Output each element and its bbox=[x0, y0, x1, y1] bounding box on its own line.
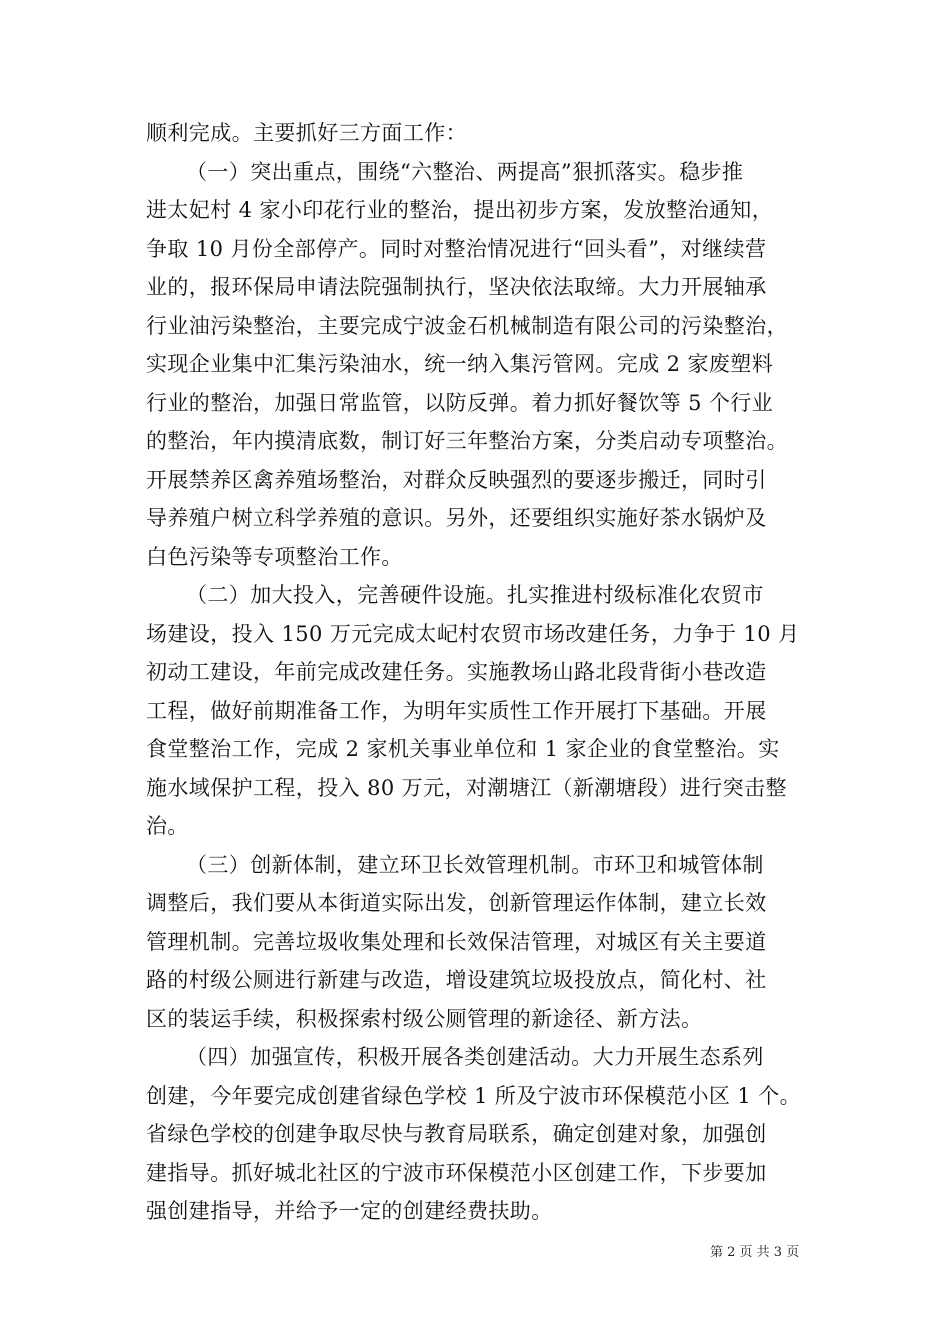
text-line-16: 工程，做好前期准备工作，为明年实质性工作开展打下基础。开展 bbox=[146, 699, 767, 723]
text-line-14: 场建设，投入 150 万元完成太屺村农贸市场改建任务，力争于 10 月 bbox=[146, 622, 800, 646]
text-line-23: 路的村级公厕进行新建与改造，增设建筑垃圾投放点，简化村、社 bbox=[146, 968, 767, 992]
text-line-21: 调整后，我们要从本街道实际出发，创新管理运作体制，建立长效 bbox=[146, 891, 767, 915]
text-line-27: 省绿色学校的创建争取尽快与教育局联系，确定创建对象，加强创 bbox=[146, 1122, 767, 1146]
text-line-6: 行业油污染整治，主要完成宁波金石机械制造有限公司的污染整治， bbox=[146, 314, 788, 338]
text-line-9: 的整治，年内摸清底数，制订好三年整治方案，分类启动专项整治。 bbox=[146, 429, 788, 453]
text-line-10: 开展禁养区禽养殖场整治，对群众反映强烈的要逐步搬迁，同时引 bbox=[146, 468, 767, 492]
text-line-15: 初动工建设，年前完成改建任务。实施教场山路北段背街小巷改造 bbox=[146, 660, 767, 684]
text-line-12: 白色污染等专项整治工作。 bbox=[146, 545, 403, 569]
text-line-4: 争取 10 月份全部停产。同时对整治情况进行“回头看”，对继续营 bbox=[146, 237, 767, 261]
text-line-11: 导养殖户树立科学养殖的意识。另外，还要组织实施好茶水锅炉及 bbox=[146, 506, 767, 530]
text-line-7: 实现企业集中汇集污染油水，统一纳入集污管网。完成 2 家废塑料 bbox=[146, 352, 774, 376]
text-line-5: 业的，报环保局申请法院强制执行，坚决依法取缔。大力开展轴承 bbox=[146, 275, 767, 299]
text-line-1: 顺利完成。主要抓好三方面工作： bbox=[146, 121, 467, 145]
text-line-19: 治。 bbox=[146, 814, 189, 838]
paragraph-1-heading: （一）突出重点，围绕“六整治、两提高”狠抓落实。稳步推 bbox=[186, 160, 744, 184]
text-line-17: 食堂整治工作，完成 2 家机关事业单位和 1 家企业的食堂整治。实 bbox=[146, 737, 780, 761]
text-line-18: 施水域保护工程，投入 80 万元，对潮塘江（新潮塘段）进行突击整 bbox=[146, 776, 787, 800]
page-number-footer: 第 2 页 共 3 页 bbox=[710, 1245, 800, 1260]
text-line-26: 创建，今年要完成创建省绿色学校 1 所及宁波市环保模范小区 1 个。 bbox=[146, 1084, 802, 1108]
text-line-24: 区的装运手续，积极探索村级公厕管理的新途径、新方法。 bbox=[146, 1007, 703, 1031]
text-line-28: 建指导。抓好城北社区的宁波市环保模范小区创建工作，下步要加 bbox=[146, 1161, 767, 1185]
text-line-8: 行业的整治，加强日常监管，以防反弹。着力抓好餐饮等 5 个行业 bbox=[146, 391, 774, 415]
text-line-3: 进太妃村 4 家小印花行业的整治，提出初步方案，发放整治通知， bbox=[146, 198, 774, 222]
text-line-22: 管理机制。完善垃圾收集处理和长效保洁管理，对城区有关主要道 bbox=[146, 930, 767, 954]
paragraph-3-heading: （三）创新体制，建立环卫长效管理机制。市环卫和城管体制 bbox=[186, 853, 764, 877]
text-line-29: 强创建指导，并给予一定的创建经费扶助。 bbox=[146, 1199, 553, 1223]
paragraph-4-heading: （四）加强宣传，积极开展各类创建活动。大力开展生态系列 bbox=[186, 1045, 764, 1069]
paragraph-2-heading: （二）加大投入，完善硬件设施。扎实推进村级标准化农贸市 bbox=[186, 583, 764, 607]
